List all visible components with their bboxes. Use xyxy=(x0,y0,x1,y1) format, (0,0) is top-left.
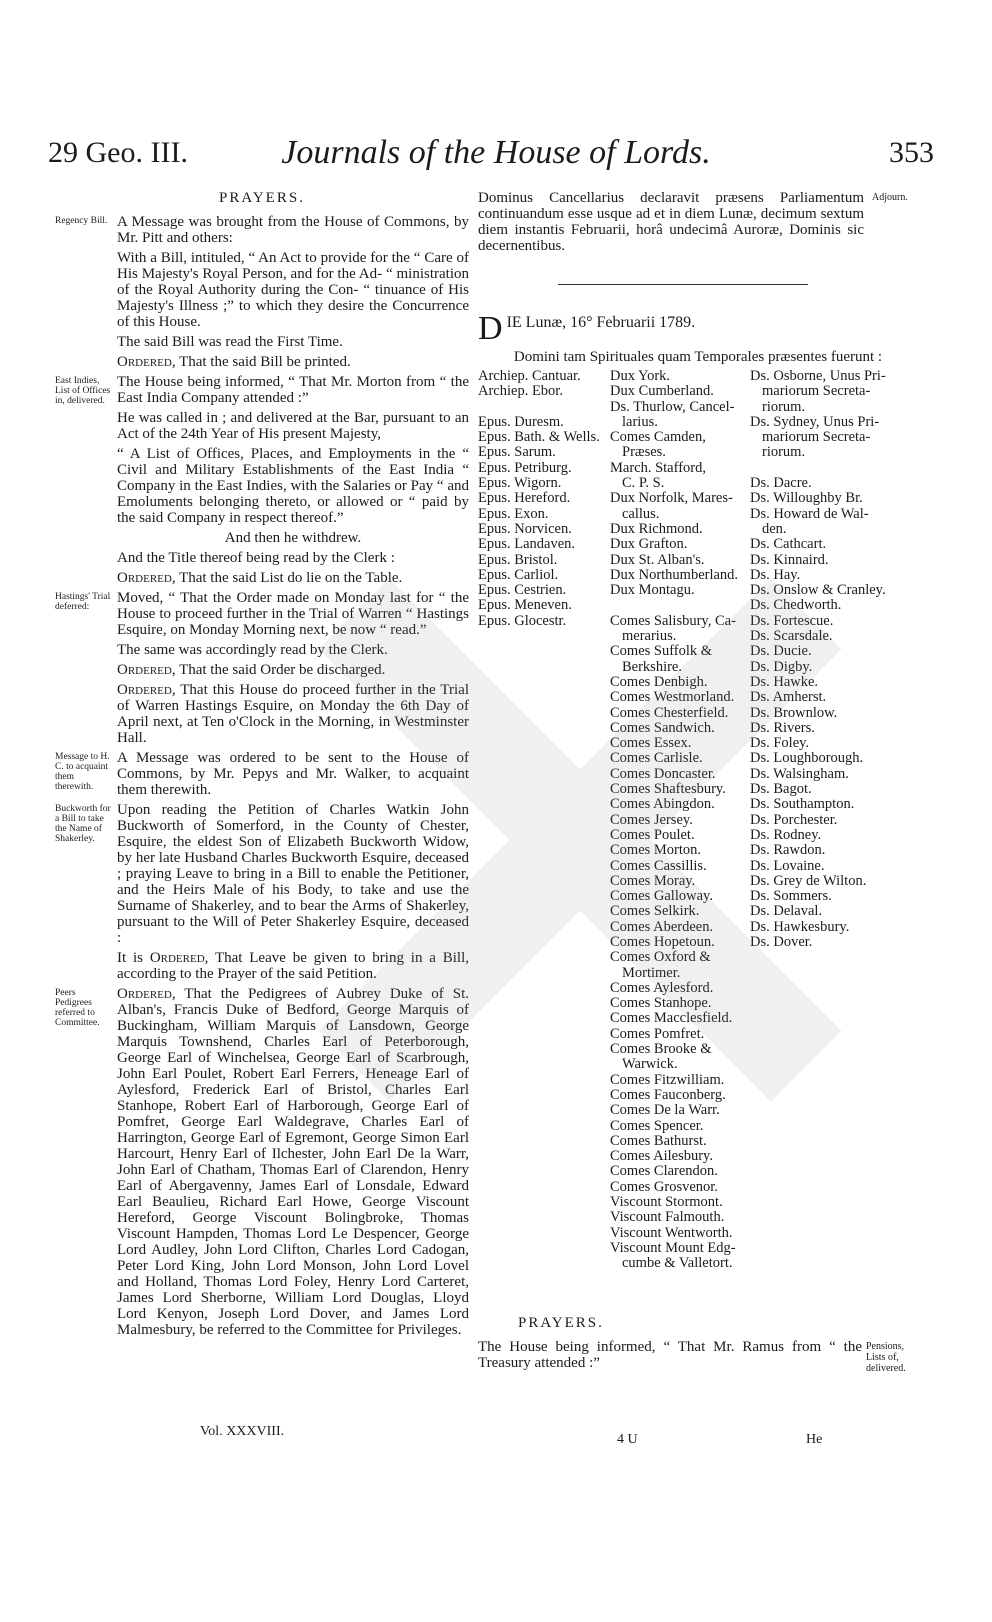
peer-entry: Dux Grafton. xyxy=(610,536,688,553)
peer-entry: Ds. Osborne, Unus Pri- xyxy=(750,368,886,384)
domini-heading: Domini tam Spirituales quam Temporales præsentes fuerunt : xyxy=(513,349,883,365)
adjourn-text: Dominus Cancellarius declaravit præsens Parliamentum continuandum esse usque ad et in diem Lunæ, decimum sextum diem instantis Februarii, horâ undecimâ Auroræ, Dominis sic decernentibus. xyxy=(478,190,864,254)
east-indies-order: Ordered, That the said List do lie on the Table. xyxy=(117,570,403,586)
east-indies-withdrew: And then he withdrew. xyxy=(224,530,362,546)
peer-entry: Ds. Bagot. xyxy=(750,781,812,798)
peer-entry: Comes Hopetoun. xyxy=(610,933,715,950)
peer-entry: Comes Brooke & xyxy=(610,1041,712,1058)
hastings-motion: Moved, “ That the Order made on Monday last for “ the House to proceed further in the Trial of Warren “ Hastings Esquire, on Monday Morning next, be now “ read.” xyxy=(117,590,469,638)
peer-entry: Ds. Willoughby Br. xyxy=(750,490,863,507)
left-column xyxy=(55,190,469,1342)
peer-entry: Comes Suffolk & xyxy=(610,643,713,660)
peer-entry: C. P. S. xyxy=(622,475,665,492)
peers-column-barons xyxy=(750,369,910,950)
peer-entry: Ds. Chedworth. xyxy=(750,597,842,614)
east-indies-called-in: He was called in ; and delivered at the Bar, pursuant to an Act of the 24th Year of His present Majesty, xyxy=(117,410,469,442)
peer-entry: Ds. Sommers. xyxy=(750,888,832,905)
regency-order-print: Ordered, That the said Bill be printed. xyxy=(117,354,351,370)
peer-entry: cumbe & Valletort. xyxy=(622,1255,733,1272)
peer-entry: Ds. Rawdon. xyxy=(750,842,826,859)
regency-bill-title: With a Bill, intituled, “ An Act to provide for the “ Care of His Majesty's Royal Person, and for the Ad- “ ministration of the Royal Authority during the Con- “ tinuance of His Majesty's Illness ;” to which they desire the Concurrence of this House. xyxy=(117,250,469,330)
peer-entry: Comes Aberdeen. xyxy=(610,918,714,935)
peer-entry: Viscount Stormont. xyxy=(610,1194,723,1211)
peer-entry: Dux Cumberland. xyxy=(610,383,714,400)
peer-entry: Dux Northumberland. xyxy=(610,566,739,583)
peer-entry: Comes Pomfret. xyxy=(610,1025,705,1042)
peer-entry: Epus. Bristol. xyxy=(478,551,558,568)
peer-entry: Comes Camden, xyxy=(610,429,706,446)
regency-first-reading: The said Bill was read the First Time. xyxy=(117,334,343,350)
peer-entry: merarius. xyxy=(622,628,677,645)
peer-entry: Epus. Glocestr. xyxy=(478,612,567,629)
east-indies-informed: The House being informed, “ That Mr. Morton from “ the East India Company attended :” xyxy=(117,374,469,406)
peer-entry: Ds. Walsingham. xyxy=(750,765,849,782)
peers-column-temporal xyxy=(610,369,752,1272)
peer-entry: Ds. Howard de Wal- xyxy=(750,505,869,522)
peer-entry: Viscount Mount Edg- xyxy=(610,1239,736,1256)
peer-entry: Epus. Carliol. xyxy=(478,566,559,583)
peer-entry: Ds. Hay. xyxy=(750,566,801,583)
peer-entry: Dux York. xyxy=(610,368,671,384)
prayers-heading-2: PRAYERS. xyxy=(518,1315,604,1331)
peer-entry: Archiep. Cantuar. xyxy=(478,368,581,384)
peer-entry: Comes Bathurst. xyxy=(610,1132,707,1149)
peer-entry: Comes Westmorland. xyxy=(610,689,735,706)
section-rule xyxy=(558,284,808,285)
peer-entry: callus. xyxy=(622,505,660,522)
volume-label: Vol. XXXVIII. xyxy=(200,1424,285,1439)
peer-entry: larius. xyxy=(622,413,658,430)
peer-entry: Comes Moray. xyxy=(610,872,696,889)
peer-entry xyxy=(478,400,610,415)
peer-entry: Comes Oxford & xyxy=(610,949,711,966)
peer-entry: Ds. Rodney. xyxy=(750,826,822,843)
peer-entry: Ds. Amherst. xyxy=(750,689,827,706)
peer-entry: Ds. Dover. xyxy=(750,933,813,950)
peer-entry: Epus. Landaven. xyxy=(478,536,576,553)
message-text: A Message was ordered to be sent to the House of Commons, by Mr. Pepys and Mr. Walker, to acquaint them therewith. xyxy=(117,750,469,798)
hastings-entry xyxy=(55,590,469,746)
margin-note-hastings: Hastings' Trial deferred: xyxy=(55,592,111,612)
peer-entry: Comes De la Warr. xyxy=(610,1102,720,1119)
peer-entry: Ds. Rivers. xyxy=(750,719,815,736)
margin-note-buckworth: Buckworth for a Bill to take the Name of Shakerley. xyxy=(55,804,111,844)
peer-entry: Epus. Norvicen. xyxy=(478,520,572,537)
signature-mark: 4 U xyxy=(617,1432,638,1447)
peer-entry: Epus. Duresm. xyxy=(478,413,564,430)
peer-entry: riorum. xyxy=(762,398,806,415)
margin-note-east-indies: East Indies, List of Offices in, delivered. xyxy=(55,376,111,406)
peer-entry: Comes Sandwich. xyxy=(610,719,715,736)
peer-entry: Ds. Lovaine. xyxy=(750,857,825,874)
peer-entry: Ds. Sydney, Unus Pri- xyxy=(750,413,880,430)
peer-entry: Comes Macclesfield. xyxy=(610,1010,733,1027)
peer-entry: Ds. Porchester. xyxy=(750,811,838,828)
adjourn-entry xyxy=(478,190,918,254)
peer-entry: Ds. Grey de Wilton. xyxy=(750,872,867,889)
peer-entry: mariorum Secreta- xyxy=(762,383,871,400)
page-number: 353 xyxy=(889,136,934,169)
peer-entry: Comes Aylesford. xyxy=(610,979,714,996)
peer-entry: Dux Richmond. xyxy=(610,520,703,537)
peer-entry: Epus. Bath. & Wells. xyxy=(478,429,600,446)
margin-note-regency: Regency Bill. xyxy=(55,216,108,226)
peer-entry: Comes Selkirk. xyxy=(610,903,700,920)
peer-entry: Comes Chesterfield. xyxy=(610,704,729,721)
peer-entry: Præses. xyxy=(622,444,666,461)
peer-entry: Epus. Petriburg. xyxy=(478,459,572,476)
peer-entry: Ds. Southampton. xyxy=(750,796,855,813)
east-indies-title-read: And the Title thereof being read by the Clerk : xyxy=(117,550,395,566)
peer-entry: Ds. Scarsdale. xyxy=(750,628,833,645)
hastings-discharged: Ordered, That the said Order be discharged. xyxy=(117,662,386,678)
hastings-read: The same was accordingly read by the Clerk. xyxy=(117,642,388,658)
peer-entry: Dux Montagu. xyxy=(610,582,695,599)
peer-entry: Ds. Ducie. xyxy=(750,643,812,660)
pensions-entry xyxy=(478,1339,918,1374)
east-indies-list-title: “ A List of Offices, Places, and Employments in the “ Civil and Military Establishments of the East India “ Company in the East Indies, with the Salaries or Pay “ and Emoluments belonging thereto, or allowed or “ paid by the said Company in respect thereof.” xyxy=(117,446,469,526)
pedigrees-entry xyxy=(55,986,469,1338)
peer-entry: Comes Spencer. xyxy=(610,1117,704,1134)
pedigrees-order: Ordered, That the Pedigrees of Aubrey Duke of St. Alban's, Francis Duke of Bedford, George Marquis of Buckingham, William Marquis of Lansdown, George Marquis Townshend, Charles Earl of Peterborough, George Earl of Winchelsea, George Earl of Scarbrough, John Earl Poulet, Robert Earl Ferrers, Heneage Earl of Aylesford, Frederick Earl of Bristol, Charles Earl Stanhope, Robert Earl of Harborough, George Earl of Pomfret, George Earl Waldegrave, Charles Earl of Harrington, George Earl of Egremont, George Simon Earl Harcourt, Henry Earl of Ilchester, John Earl De la Warr, John Earl of Chatham, Thomas Earl of Clarendon, Henry Earl of Abergavenny, James Earl of Lonsdale, Edward Earl Beaulieu, Richard Earl Howe, George Viscount Hereford, George Viscount Bolingbroke, Thomas Viscount Hampden, Thomas Lord Le Despencer, George Lord Audley, John Lord Clifton, Charles Lord Cadogan, Peter Lord King, John Lord Monson, John Lord Lovel and Holland, Thomas Lord Foley, Henry Lord Carteret, James Lord Sherborne, William Lord Douglas, Lloyd Lord Kenyon, Joseph Lord Dover, and James Lord Malmesbury, be referred to the Committee for Privileges. xyxy=(117,986,469,1338)
peer-entry: Ds. Loughborough. xyxy=(750,750,864,767)
buckworth-petition: Upon reading the Petition of Charles Watkin John Buckworth of Somerford, in the County of Chester, Esquire, the eldest Son of Elizabeth Buckworth Widow, by her late Husband Charles Buckworth Esquire, deceased ; praying Leave to bring in a Bill to enable the Petitioner, and the Heirs Male of his Body, to take and use the Surname of Shakerley, and to bear the Arms of Shakerley, pursuant to the Will of Peter Shakerley Esquire, deceased : xyxy=(117,802,469,946)
peer-entry: Comes Fitzwilliam. xyxy=(610,1071,725,1088)
peer-entry: Comes Stanhope. xyxy=(610,995,712,1012)
margin-note-pensions: Pensions, Lists of, delivered. xyxy=(866,1341,906,1374)
peer-entry: Comes Clarendon. xyxy=(610,1163,718,1180)
message-entry xyxy=(55,750,469,798)
catchword: He xyxy=(806,1432,823,1447)
peer-entry: den. xyxy=(762,520,787,537)
peers-column-spiritual xyxy=(478,369,610,629)
peer-entry: Ds. Digby. xyxy=(750,658,813,675)
prayers-heading: PRAYERS. xyxy=(219,190,305,206)
peer-entry: Archiep. Ebor. xyxy=(478,383,563,400)
peer-entry: Ds. Onslow & Cranley. xyxy=(750,582,886,599)
regency-bill-entry xyxy=(55,214,469,370)
peer-entry: Comes Carlisle. xyxy=(610,750,703,767)
peer-entry xyxy=(750,461,910,476)
peer-entry: Comes Fauconberg. xyxy=(610,1086,726,1103)
peer-entry: Comes Abingdon. xyxy=(610,796,715,813)
peer-entry: Comes Jersey. xyxy=(610,811,693,828)
peer-entry: Ds. Hawke. xyxy=(750,673,819,690)
peer-entry: Comes Doncaster. xyxy=(610,765,716,782)
peer-entry: Comes Cassillis. xyxy=(610,857,707,874)
page-header xyxy=(0,128,992,178)
peer-entry: Comes Denbigh. xyxy=(610,673,708,690)
peer-entry: Epus. Sarum. xyxy=(478,444,556,461)
peer-entry: Epus. Hereford. xyxy=(478,490,571,507)
drop-cap: D xyxy=(478,310,503,347)
peer-entry: Epus. Meneven. xyxy=(478,597,572,614)
peer-entry: Comes Salisbury, Ca- xyxy=(610,612,736,629)
peer-entry: Comes Grosvenor. xyxy=(610,1178,718,1195)
peer-entry: March. Stafford, xyxy=(610,459,706,476)
peer-entry: Comes Ailesbury. xyxy=(610,1148,713,1165)
peer-entry: Viscount Falmouth. xyxy=(610,1209,725,1226)
peer-entry: Ds. Dacre. xyxy=(750,475,812,492)
east-indies-entry xyxy=(55,374,469,586)
peers-present-list xyxy=(478,369,918,1299)
journal-title: Journals of the House of Lords. xyxy=(281,134,711,171)
peer-entry: Ds. Hawkesbury. xyxy=(750,918,850,935)
peer-entry: Epus. Wigorn. xyxy=(478,475,562,492)
peer-entry: Warwick. xyxy=(622,1056,678,1073)
peer-entry: Viscount Wentworth. xyxy=(610,1224,733,1241)
margin-note-adjourn: Adjourn. xyxy=(872,192,908,203)
peer-entry: mariorum Secreta- xyxy=(762,429,871,446)
hastings-proceed: Ordered, That this House do proceed further in the Trial of Warren Hastings Esquire, on Monday the 6th Day of April next, at Ten o'Clock in the Morning, in Westminster Hall. xyxy=(117,682,469,746)
right-column xyxy=(478,190,918,1375)
peer-entry: Epus. Cestrien. xyxy=(478,582,567,599)
peer-entry xyxy=(610,598,752,613)
regency-message: A Message was brought from the House of Commons, by Mr. Pitt and others: xyxy=(117,214,469,246)
buckworth-entry xyxy=(55,802,469,982)
peer-entry: Ds. Brownlow. xyxy=(750,704,838,721)
peer-entry: Ds. Delaval. xyxy=(750,903,823,920)
peer-entry: Dux St. Alban's. xyxy=(610,551,705,568)
peer-entry: riorum. xyxy=(762,444,806,461)
peer-entry: Comes Shaftesbury. xyxy=(610,781,726,798)
peer-entry: Berkshire. xyxy=(622,658,682,675)
peer-entry: Comes Galloway. xyxy=(610,888,713,905)
peer-entry: Ds. Cathcart. xyxy=(750,536,827,553)
session-label: 29 Geo. III. xyxy=(48,136,188,169)
pensions-text: The House being informed, “ That Mr. Ramus from “ the Treasury attended :” xyxy=(478,1339,862,1371)
peer-entry: Epus. Exon. xyxy=(478,505,549,522)
buckworth-leave: It is Ordered, That Leave be given to bring in a Bill, according to the Prayer of the said Petition. xyxy=(117,950,470,982)
peer-entry: Ds. Kinnaird. xyxy=(750,551,829,568)
peer-entry: Ds. Foley. xyxy=(750,735,810,752)
peer-entry: Comes Poulet. xyxy=(610,826,695,843)
peer-entry: Ds. Thurlow, Cancel- xyxy=(610,398,735,415)
peer-entry: Comes Essex. xyxy=(610,735,692,752)
peer-entry: Comes Morton. xyxy=(610,842,702,859)
sitting-date: DIE Lunæ, 16° Februarii 1789. xyxy=(478,310,696,347)
margin-note-message: Message to H. C. to acquaint them therewith. xyxy=(55,752,110,792)
peer-entry: Mortimer. xyxy=(622,964,681,981)
peer-entry: Dux Norfolk, Mares- xyxy=(610,490,733,507)
margin-note-pedigrees: Peers Pedigrees referred to Committee. xyxy=(55,988,100,1028)
peer-entry: Ds. Fortescue. xyxy=(750,612,834,629)
